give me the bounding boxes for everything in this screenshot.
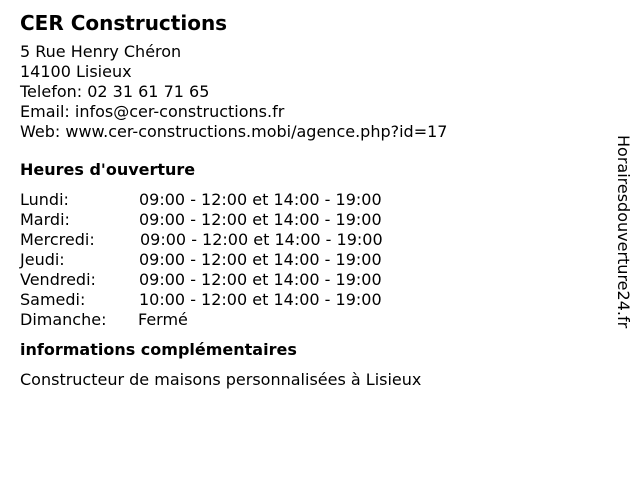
hours-row-vendredi [20,270,600,290]
business-name: CER Constructions [20,11,228,35]
hours-day: Dimanche: [20,310,107,329]
site-watermark: Horairesdouverture24.fr [614,135,633,329]
hours-time: 09:00 - 12:00 et 14:00 - 19:00 [139,250,382,269]
hours-time: 09:00 - 12:00 et 14:00 - 19:00 [140,230,383,249]
hours-day: Samedi: [20,290,86,309]
hours-row-mercredi [20,230,600,250]
hours-row-samedi [20,290,600,310]
hours-time: 10:00 - 12:00 et 14:00 - 19:00 [139,290,382,309]
hours-day: Vendredi: [20,270,96,289]
address-street: 5 Rue Henry Chéron [20,42,182,61]
hours-row-lundi [20,190,600,210]
hours-day: Mercredi: [20,230,95,249]
info-text: Constructeur de maisons personnalisées à Lisieux [20,370,422,389]
hours-time-closed: Fermé [138,310,188,329]
business-card [20,10,600,390]
hours-row-mardi [20,210,600,230]
hours-heading: Heures d'ouverture [20,160,196,179]
hours-time: 09:00 - 12:00 et 14:00 - 19:00 [139,190,382,209]
info-heading: informations complémentaires [20,340,297,359]
hours-time: 09:00 - 12:00 et 14:00 - 19:00 [139,270,382,289]
hours-time: 09:00 - 12:00 et 14:00 - 19:00 [139,210,382,229]
address-city: 14100 Lisieux [20,62,132,81]
hours-day: Mardi: [20,210,70,229]
hours-day: Lundi: [20,190,69,209]
web-line: Web: www.cer-constructions.mobi/agence.php?id=17 [20,122,448,141]
phone-line: Telefon: 02 31 61 71 65 [20,82,210,101]
hours-table [20,190,600,330]
hours-day: Jeudi: [20,250,65,269]
hours-row-dimanche [20,310,600,330]
email-line: Email: infos@cer-constructions.fr [20,102,285,121]
hours-row-jeudi [20,250,600,270]
